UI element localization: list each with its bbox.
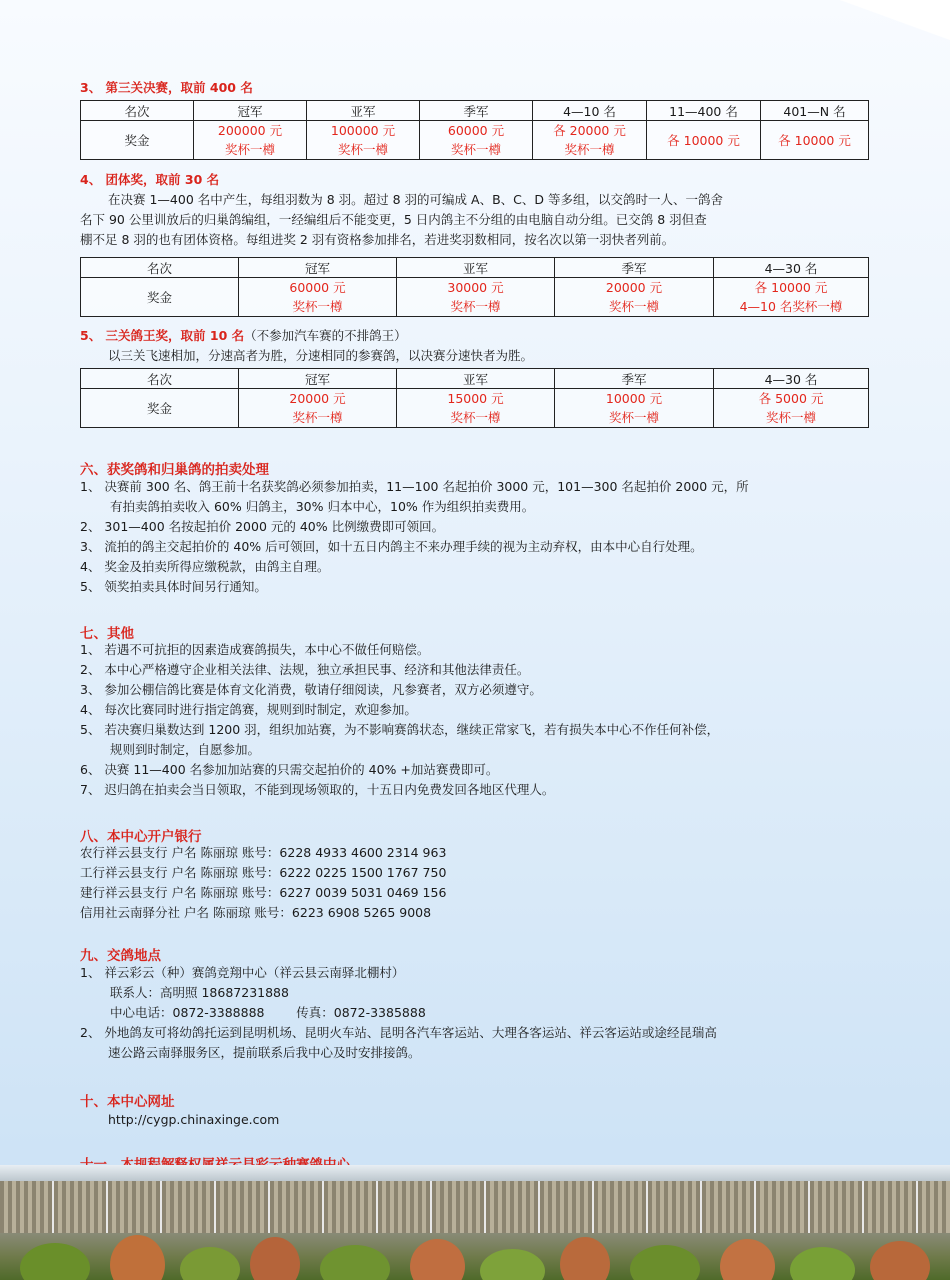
contact-person: 联系人：高明照 18687231888 (110, 985, 289, 1000)
s3-h3: 季军 (420, 101, 533, 121)
loft-unit (216, 1181, 270, 1233)
list-item: 有拍卖鸽拍卖收入 60% 归鸽主，30% 归本中心，10% 作为组织拍卖费用。 (110, 499, 535, 514)
sec10-title: 十、本中心网址 (80, 1094, 175, 1110)
s3-row-label: 奖金 (81, 121, 194, 160)
shrub (20, 1243, 90, 1280)
list-item: 4、 每次比赛同时进行指定鸽赛，规则到时制定，欢迎参加。 (80, 702, 417, 717)
s4-prize-table (80, 257, 869, 317)
s5-c1: 20000 元 奖杯一樽 (239, 389, 397, 428)
loft-unit (378, 1181, 432, 1233)
shrub (480, 1249, 545, 1280)
loft-unit (162, 1181, 216, 1233)
s5-title-note: （不参加汽车赛的不排鸽王） (244, 328, 407, 343)
s5-paragraph: 以三关飞速相加，分速高者为胜，分速相同的参赛鸽，以决赛分速快者为胜。 (108, 348, 534, 363)
loft-unit (270, 1181, 324, 1233)
shrub (180, 1247, 240, 1280)
s4-row-label: 奖金 (81, 278, 239, 317)
s3-h1: 冠军 (194, 101, 307, 121)
loft-unit (594, 1181, 648, 1233)
list-item: 2、 外地鸽友可将幼鸽托运到昆明机场、昆明火车站、昆明各汽车客运站、大理各客运站、祥云客运站或途经昆瑞高 (80, 1025, 717, 1040)
s5-c4: 各 5000 元 奖杯一樽 (714, 389, 869, 428)
bank-line: 建行祥云县支行 户名 陈丽琼 账号：6227 0039 5031 0469 156 (80, 885, 447, 900)
s5-h3: 季军 (555, 369, 714, 389)
s5-c3: 10000 元 奖杯一樽 (555, 389, 714, 428)
bank-line: 信用社云南驿分社 户名 陈丽琼 账号：6223 6908 5265 9008 (80, 905, 432, 920)
shrub (720, 1239, 775, 1280)
list-item: 规则到时制定，自愿参加。 (110, 742, 261, 757)
list-item: 5、 若决赛归巢数达到 1200 羽，组织加站赛，为不影响赛鸽状态，继续正常家飞，若有损失本中心不作任何补偿， (80, 722, 720, 737)
s5-h1: 冠军 (239, 369, 397, 389)
list-item: 5、 领奖拍卖具体时间另行通知。 (80, 579, 267, 594)
s3-h0: 名次 (81, 101, 194, 121)
s3-h2: 亚军 (307, 101, 420, 121)
bank-line: 工行祥云县支行 户名 陈丽琼 账号：6222 0225 1500 1767 750 (80, 865, 447, 880)
loft-unit (864, 1181, 918, 1233)
list-item: 1、 若遇不可抗拒的因素造成赛鸽损失，本中心不做任何赔偿。 (80, 642, 430, 657)
loft-unit (540, 1181, 594, 1233)
sec7-title: 七、其他 (80, 626, 134, 642)
s5-h2: 亚军 (397, 369, 555, 389)
contact-phone: 中心电话：0872-3388888 传真：0872-3385888 (110, 1005, 426, 1020)
s4-para-line: 棚不足 8 羽的也有团体资格。每组进奖 2 羽有资格参加排名，若进奖羽数相同，按名次以第一羽快者列前。 (80, 232, 675, 247)
shrub (870, 1241, 930, 1280)
loft-unit (432, 1181, 486, 1233)
loft-unit (0, 1181, 54, 1233)
sec7-list (80, 640, 719, 800)
list-item: 3、 参加公棚信鸽比赛是体育文化消费，敬请仔细阅读，凡参赛者，双方必须遵守。 (80, 682, 542, 697)
list-item: 4、 奖金及拍卖所得应缴税款，由鸽主自理。 (80, 559, 330, 574)
s4-h2: 亚军 (397, 258, 555, 278)
s4-c4: 各 10000 元 4—10 名奖杯一樽 (714, 278, 869, 317)
loft-unit (324, 1181, 378, 1233)
s4-h3: 季军 (555, 258, 714, 278)
shrub (560, 1237, 610, 1280)
s5-row-label: 奖金 (81, 389, 239, 428)
s5-c2: 15000 元 奖杯一樽 (397, 389, 555, 428)
s3-h4: 4—10 名 (533, 101, 647, 121)
list-item: 2、 本中心严格遵守企业相关法律、法规，独立承担民事、经济和其他法律责任。 (80, 662, 530, 677)
s4-c1: 60000 元 奖杯一樽 (239, 278, 397, 317)
loft-unit (702, 1181, 756, 1233)
s3-c1: 200000 元 奖杯一樽 (194, 121, 307, 160)
loft-unit (108, 1181, 162, 1233)
s4-h4: 4—30 名 (714, 258, 869, 278)
list-item: 1、 决赛前 300 名、鸽王前十名获奖鸽必须参加拍卖，11—100 名起拍价 3000 元，101—300 名起拍价 2000 元，所 (80, 479, 749, 494)
loft-unit (486, 1181, 540, 1233)
s4-para-line: 在决赛 1—400 名中产生，每组羽数为 8 羽。超过 8 羽的可编成 A、B、C、D 等多组，以交鸽时一人、一鸽舍 (108, 192, 723, 207)
s4-paragraph (80, 190, 888, 250)
s3-c5: 各 10000 元 (647, 121, 761, 160)
list-item: 速公路云南驿服务区，提前联系后我中心及时安排接鸽。 (108, 1045, 421, 1060)
s4-title: 4、 团体奖，取前 30 名 (80, 172, 220, 187)
loft-unit (810, 1181, 864, 1233)
s3-title: 3、 第三关决赛，取前 400 名 (80, 80, 253, 95)
page-curl (840, 0, 950, 48)
sec8-title: 八、本中心开户银行 (80, 829, 202, 845)
shrub (320, 1245, 390, 1280)
bank-line: 农行祥云县支行 户名 陈丽琼 账号：6228 4933 4600 2314 963 (80, 845, 447, 860)
list-item: 3、 流拍的鸽主交起拍价的 40% 后可领回，如十五日内鸽主不来办理手续的视为主动弃权，由本中心自行处理。 (80, 539, 703, 554)
sec6-list (80, 477, 749, 597)
loft-photo (0, 1165, 950, 1280)
loft-unit (648, 1181, 702, 1233)
sec6-title: 六、获奖鸽和归巢鸽的拍卖处理 (80, 462, 269, 478)
shrub (250, 1237, 300, 1280)
shrub (790, 1247, 855, 1280)
s3-h5: 11—400 名 (647, 101, 761, 121)
website-link[interactable]: http://cygp.chinaxinge.com (108, 1112, 280, 1127)
s5-prize-table (80, 368, 869, 428)
s5-title (80, 326, 407, 344)
bank-accounts (80, 843, 446, 923)
list-item: 1、 祥云彩云（种）赛鸽竞翔中心（祥云县云南驿北棚村） (80, 965, 405, 980)
loft-unit (54, 1181, 108, 1233)
loft-unit (756, 1181, 810, 1233)
list-item: 6、 决赛 11—400 名参加加站赛的只需交起拍价的 40% +加站赛费即可。 (80, 762, 499, 777)
s4-h1: 冠军 (239, 258, 397, 278)
s3-c2: 100000 元 奖杯一樽 (307, 121, 420, 160)
s4-c3: 20000 元 奖杯一樽 (555, 278, 714, 317)
list-item: 2、 301—400 名按起拍价 2000 元的 40% 比例缴费即可领回。 (80, 519, 445, 534)
s5-h0: 名次 (81, 369, 239, 389)
loft-unit (918, 1181, 950, 1233)
s5-title-text: 5、 三关鸽王奖，取前 10 名 (80, 328, 245, 343)
sec9-title: 九、交鸽地点 (80, 948, 161, 964)
sec9-list (80, 963, 717, 1063)
shrub (110, 1235, 165, 1280)
s3-h6: 401—N 名 (761, 101, 869, 121)
shrub (410, 1239, 465, 1280)
shrub (630, 1245, 700, 1280)
s3-c4: 各 20000 元 奖杯一樽 (533, 121, 647, 160)
s4-para-line: 名下 90 公里训放后的归巢鸽编组，一经编组后不能变更，5 日内鸽主不分组的由电脑自动分组。已交鸽 8 羽但查 (80, 212, 707, 227)
s3-c6: 各 10000 元 (761, 121, 869, 160)
s4-h0: 名次 (81, 258, 239, 278)
s4-c2: 30000 元 奖杯一樽 (397, 278, 555, 317)
s3-prize-table (80, 100, 869, 160)
s5-h4: 4—30 名 (714, 369, 869, 389)
list-item: 7、 迟归鸽在拍卖会当日领取，不能到现场领取的，十五日内免费发回各地区代理人。 (80, 782, 555, 797)
s3-c3: 60000 元 奖杯一樽 (420, 121, 533, 160)
